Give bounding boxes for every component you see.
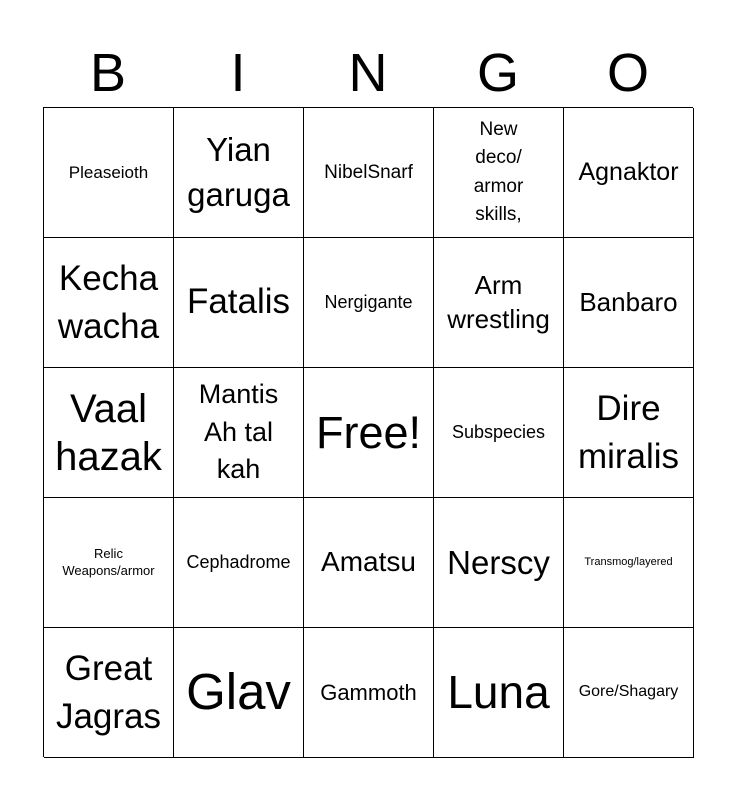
bingo-cell-text: Luna bbox=[447, 666, 550, 719]
bingo-cell-text: Transmog/layered bbox=[584, 556, 673, 569]
bingo-cell-r5-c3[interactable] bbox=[304, 628, 434, 758]
bingo-cell-text: Dire miralis bbox=[577, 389, 680, 476]
bingo-cell-r3-c5[interactable] bbox=[564, 368, 694, 498]
bingo-cell-r5-c5[interactable] bbox=[564, 628, 694, 758]
bingo-cell-text: Nerscy bbox=[447, 543, 550, 581]
bingo-cell-r5-c2[interactable] bbox=[174, 628, 304, 758]
bingo-cell-r2-c5[interactable] bbox=[564, 238, 694, 368]
bingo-cell-r3-c1[interactable] bbox=[44, 368, 174, 498]
bingo-cell-r2-c4[interactable] bbox=[434, 238, 564, 368]
header-letter-n: N bbox=[348, 43, 388, 103]
bingo-cell-r4-c2[interactable] bbox=[174, 498, 304, 628]
bingo-cell-r3-c4[interactable] bbox=[434, 368, 564, 498]
bingo-cell-r1-c1[interactable] bbox=[44, 108, 174, 238]
bingo-cell-r1-c4[interactable] bbox=[434, 108, 564, 238]
bingo-cell-r1-c3[interactable] bbox=[304, 108, 434, 238]
bingo-cell-r4-c4[interactable] bbox=[434, 498, 564, 628]
bingo-cell-text: Relic Weapons/armor bbox=[62, 546, 155, 578]
bingo-cell-r4-c3[interactable] bbox=[304, 498, 434, 628]
bingo-cell-r1-c5[interactable] bbox=[564, 108, 694, 238]
bingo-cell-text: Nergigante bbox=[324, 292, 413, 313]
bingo-cell-text: NibelSnarf bbox=[324, 161, 413, 183]
header-letter-i: I bbox=[230, 43, 246, 103]
bingo-cell-r2-c1[interactable] bbox=[44, 238, 174, 368]
bingo-cell-text: Great Jagras bbox=[55, 649, 162, 736]
bingo-cell-r1-c2[interactable] bbox=[174, 108, 304, 238]
bingo-cell-r2-c3[interactable] bbox=[304, 238, 434, 368]
header-letter-o: O bbox=[606, 43, 649, 103]
bingo-cell-text: Yian garuga bbox=[187, 130, 290, 213]
bingo-cell-text: Arm wrestling bbox=[447, 269, 550, 334]
bingo-cell-r2-c2[interactable] bbox=[174, 238, 304, 368]
bingo-cell-text: Kecha wacha bbox=[57, 259, 160, 346]
bingo-cell-r3-c3[interactable] bbox=[304, 368, 434, 498]
bingo-cell-r4-c1[interactable] bbox=[44, 498, 174, 628]
bingo-cell-r5-c1[interactable] bbox=[44, 628, 174, 758]
bingo-cell-text: New deco/ armor skills, bbox=[473, 118, 524, 225]
bingo-cell-text: Fatalis bbox=[186, 282, 291, 322]
bingo-cell-text: Banbaro bbox=[579, 286, 678, 317]
header-letter-g: G bbox=[476, 43, 519, 103]
bingo-free-space-text: Free! bbox=[315, 406, 422, 458]
bingo-cell-r4-c5[interactable] bbox=[564, 498, 694, 628]
bingo-cell-text: Gammoth bbox=[320, 679, 417, 705]
bingo-cell-text: Agnaktor bbox=[578, 158, 679, 187]
bingo-header bbox=[43, 40, 693, 106]
header-letter-b: B bbox=[89, 43, 127, 103]
bingo-cell-text: Vaal hazak bbox=[55, 386, 162, 479]
bingo-cell-text: Gore/Shagary bbox=[578, 683, 679, 701]
bingo-cell-text: Amatsu bbox=[321, 546, 416, 578]
bingo-cell-text: Cephadrome bbox=[186, 552, 291, 573]
bingo-cell-text: Pleaseioth bbox=[68, 162, 149, 182]
bingo-cell-text: Mantis Ah tal kah bbox=[198, 378, 279, 485]
bingo-cell-r3-c2[interactable] bbox=[174, 368, 304, 498]
bingo-board bbox=[43, 107, 693, 757]
bingo-cell-r5-c4[interactable] bbox=[434, 628, 564, 758]
bingo-cell-text: Glav bbox=[186, 663, 291, 721]
bingo-cell-text: Subspecies bbox=[451, 422, 546, 443]
